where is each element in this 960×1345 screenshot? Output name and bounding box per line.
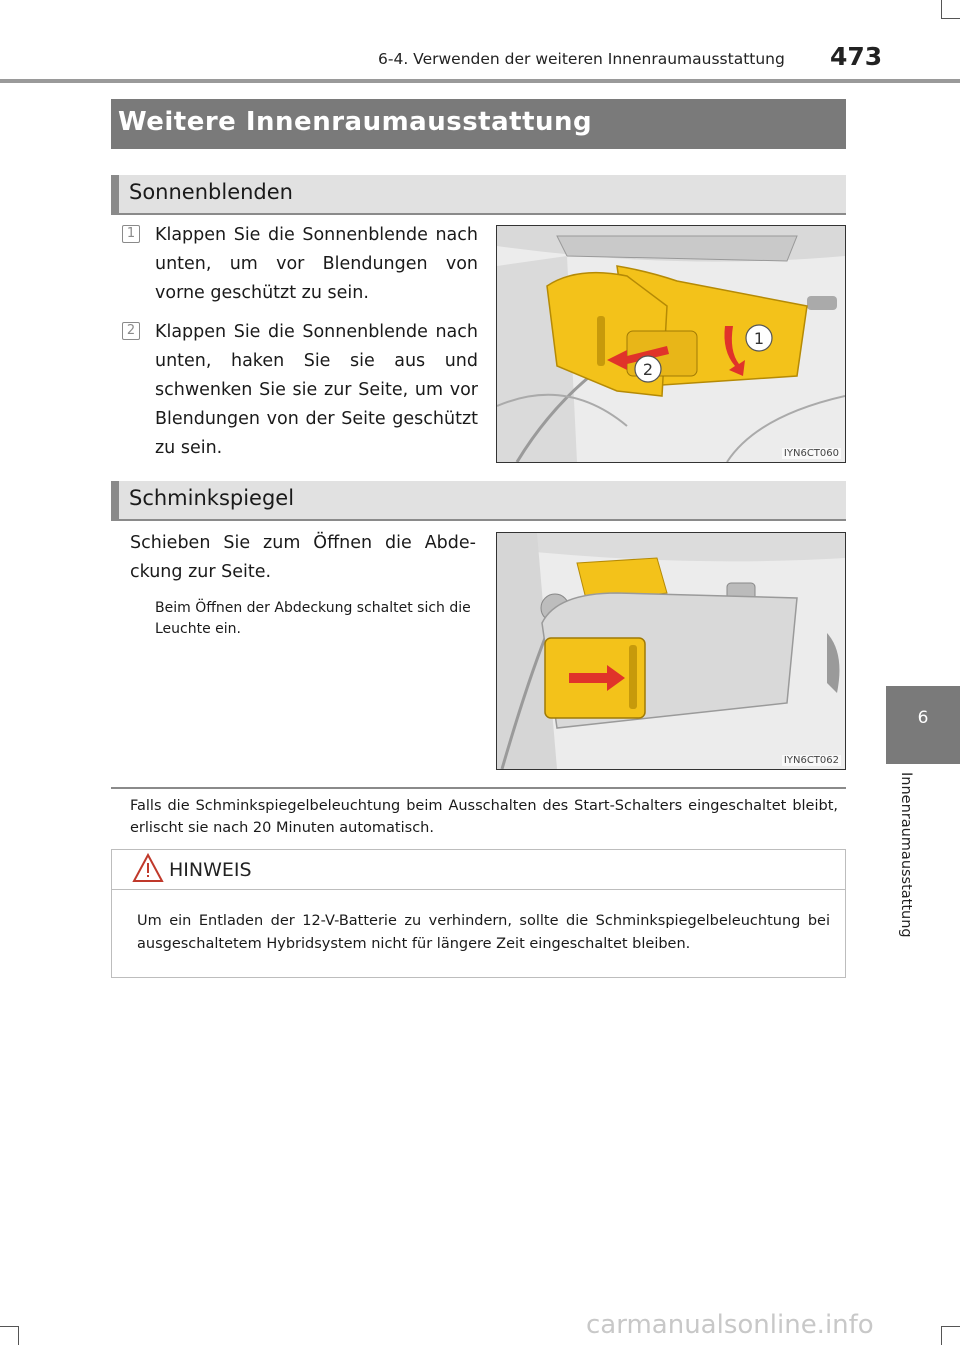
watermark: carmanualsonline.info [586, 1310, 874, 1340]
sun-visor-figure [496, 225, 846, 463]
section-heading-label: Sonnenblenden [129, 180, 293, 204]
step-number-2: 2 [122, 322, 140, 340]
step-number-1: 1 [122, 225, 140, 243]
crop-mark [0, 1326, 18, 1327]
section-heading-label: Schminkspiegel [129, 486, 295, 510]
hinweis-separator [111, 889, 846, 890]
section-heading-schminkspiegel [111, 481, 846, 521]
mirror-instruction: Schieben Sie zum Öffnen die Abde-ckung zur Seite. [130, 533, 476, 582]
crop-mark [941, 1326, 960, 1327]
figure-code: IYN6CT060 [783, 448, 839, 459]
crop-mark [941, 0, 942, 18]
section-heading-sonnenblenden [111, 175, 846, 215]
step-text-2: Klappen Sie die Sonnenblende nach unten, haken Sie sie aus und schwenken Sie sie zur Seite, um vor Blendungen von der Seite geschützt zu sein. [155, 322, 478, 458]
section-accent [111, 175, 119, 213]
section-accent [111, 481, 119, 519]
vanity-mirror-illustration [497, 533, 845, 769]
header-rule [0, 79, 960, 83]
chapter-tab-label-text: Innenraumausstattung [898, 772, 914, 938]
vanity-mirror-figure [496, 532, 846, 770]
figure-code: IYN6CT062 [783, 755, 839, 766]
crop-mark [941, 18, 960, 19]
chapter-tab-label [894, 772, 916, 952]
svg-text:2: 2 [642, 360, 654, 379]
note-rule [111, 787, 846, 789]
hinweis-text: Um ein Entladen der 12-V-Batterie zu verhindern, sollte die Schminkspiegelbeleuchtung bei ausgeschaltetem Hybridsystem nicht für längere Zeit eingeschaltet bleiben. [137, 913, 830, 952]
crop-mark [941, 1326, 942, 1345]
svg-text:1: 1 [753, 329, 765, 348]
note-text: Falls die Schminkspiegelbeleuchtung beim Ausschalten des Start-Schalters eingeschaltet bleibt, erlischt sie nach 20 Minuten automatisch. [130, 798, 838, 836]
hinweis-title: HINWEIS [169, 859, 252, 881]
warning-triangle-icon [132, 853, 164, 883]
step-text-1: Klappen Sie die Sonnenblende nach unten, um vor Blendungen von vorne geschützt zu sein. [155, 225, 478, 303]
mirror-subtext: Beim Öffnen der Abdeckung schaltet sich die Leuchte ein. [155, 600, 471, 637]
crop-mark [18, 1326, 19, 1345]
chapter-tab-number: 6 [917, 708, 929, 728]
page-title: Weitere Innenraumausstattung [118, 107, 593, 137]
page-number: 473 [830, 42, 883, 71]
sun-visor-illustration [497, 226, 845, 462]
running-header: 6-4. Verwenden der weiteren Innenraumausstattung [378, 50, 785, 68]
